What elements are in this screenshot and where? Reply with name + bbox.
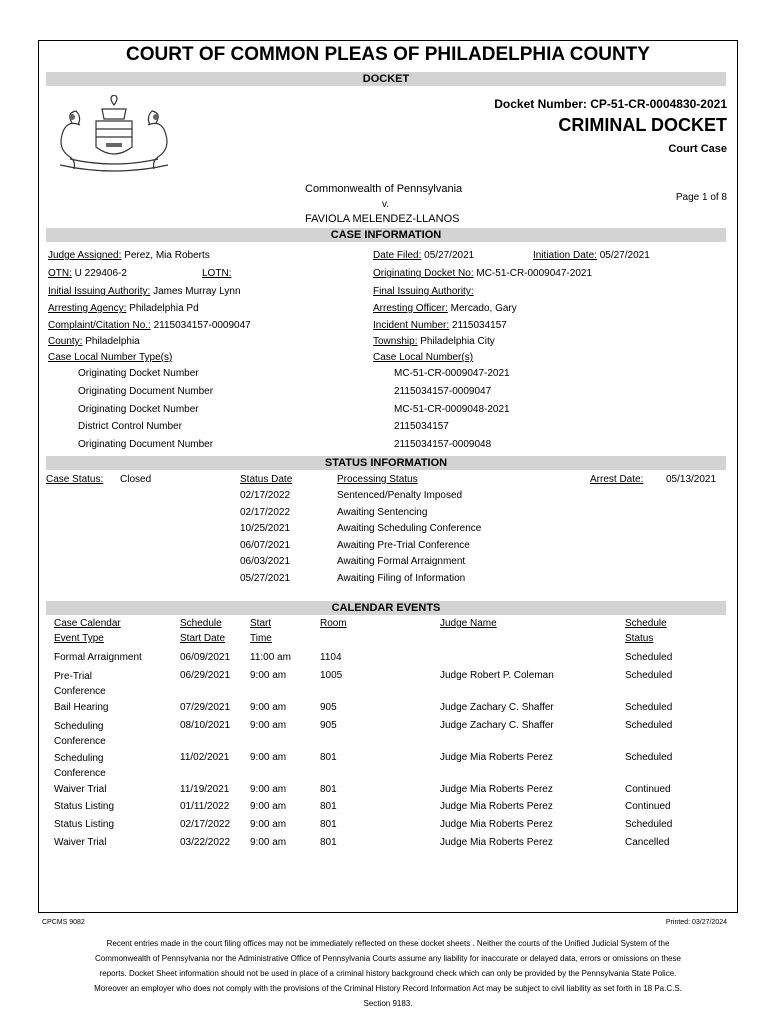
event-room: 905	[320, 720, 337, 731]
status-date: 02/17/2022	[240, 490, 291, 501]
county-value: Philadelphia	[85, 336, 140, 347]
initiation-date-value: 05/27/2021	[599, 250, 650, 261]
event-date: 08/10/2021	[180, 720, 231, 731]
processing-status: Awaiting Formal Arraignment	[337, 556, 466, 567]
event-room: 801	[320, 819, 337, 830]
otn-row	[48, 268, 127, 279]
judge-assigned-row	[48, 250, 210, 261]
local-type: District Control Number	[78, 421, 182, 432]
event-date: 01/11/2022	[180, 801, 230, 812]
event-type-cont: Conference	[54, 686, 106, 697]
arresting-agency-label: Arresting Agency:	[48, 303, 127, 314]
docket-number: Docket Number: CP-51-CR-0004830-2021	[494, 97, 727, 111]
event-type: Waiver Trial	[54, 837, 107, 848]
originating-docket-row	[373, 268, 592, 279]
local-type: Originating Docket Number	[78, 404, 199, 415]
case-status-label: Case Status:	[46, 474, 104, 485]
status-date: 10/25/2021	[240, 523, 291, 534]
local-type: Originating Document Number	[78, 439, 214, 450]
originating-docket-label: Originating Docket No:	[373, 268, 474, 279]
event-status: Scheduled	[625, 720, 673, 731]
initial-authority-label: Initial Issuing Authority:	[48, 286, 151, 297]
event-room: 1104	[320, 652, 342, 663]
incident-value: 2115034157	[451, 320, 507, 331]
status-date-header: Status Date	[240, 474, 293, 485]
local-number: 2115034157-0009048	[394, 439, 492, 450]
arresting-agency-row	[48, 303, 199, 314]
final-authority-label: Final Issuing Authority:	[373, 286, 474, 297]
event-room: 905	[320, 702, 337, 713]
event-type-header: Case Calendar	[54, 618, 121, 629]
court-title: COURT OF COMMON PLEAS OF PHILADELPHIA COUNTY	[126, 44, 650, 65]
lotn-label: LOTN:	[202, 268, 232, 279]
event-type: Status Listing	[54, 801, 115, 812]
event-time: 9:00 am	[250, 670, 287, 681]
status-date: 05/27/2021	[240, 573, 291, 584]
event-type-cont: Conference	[54, 736, 106, 747]
event-status: Continued	[625, 801, 671, 812]
county-label: County:	[48, 336, 83, 347]
event-type: Bail Hearing	[54, 702, 109, 713]
start-time-header: Start	[250, 618, 272, 629]
event-status: Scheduled	[625, 819, 673, 830]
docket-band: DOCKET	[46, 72, 726, 86]
arresting-agency-value: Philadelphia Pd	[129, 303, 199, 314]
arrest-date-label: Arrest Date:	[590, 474, 644, 485]
status-date: 02/17/2022	[240, 507, 291, 518]
event-type-header: Event Type	[54, 633, 104, 644]
county-row	[48, 336, 140, 347]
initiation-date-row	[533, 250, 650, 261]
event-judge: Judge Robert P. Coleman	[440, 670, 554, 681]
case-status-value: Closed	[120, 474, 152, 485]
date-filed-label: Date Filed:	[373, 250, 422, 261]
originating-docket-value: MC-51-CR-0009047-2021	[476, 268, 593, 279]
arrest-date-value: 05/13/2021	[666, 474, 717, 485]
event-status: Scheduled	[625, 670, 673, 681]
event-judge: Judge Mia Roberts Perez	[440, 801, 553, 812]
start-date-header: Schedule	[180, 618, 222, 629]
status-information-band: STATUS INFORMATION	[46, 456, 726, 470]
event-date: 11/19/2021	[180, 784, 230, 795]
event-time: 9:00 am	[250, 702, 287, 713]
complaint-label: Complaint/Citation No.:	[48, 320, 151, 331]
calendar-events-band: CALENDAR EVENTS	[46, 601, 726, 615]
event-room: 801	[320, 837, 337, 848]
room-header: Room	[320, 618, 347, 629]
arresting-officer-value: Mercado, Gary	[450, 303, 517, 314]
event-time: 9:00 am	[250, 801, 287, 812]
township-label: Township:	[373, 336, 418, 347]
complaint-row	[48, 320, 251, 331]
event-date: 06/09/2021	[180, 652, 231, 663]
versus-label: v.	[382, 199, 390, 210]
event-date: 02/17/2022	[180, 819, 231, 830]
event-time: 9:00 am	[250, 837, 287, 848]
event-status: Continued	[625, 784, 671, 795]
event-time: 9:00 am	[250, 752, 287, 763]
event-type: Scheduling	[54, 753, 104, 764]
event-status: Scheduled	[625, 752, 673, 763]
event-judge: Judge Mia Roberts Perez	[440, 819, 553, 830]
event-room: 801	[320, 784, 337, 795]
processing-status: Awaiting Scheduling Conference	[337, 523, 482, 534]
event-judge: Judge Zachary C. Shaffer	[440, 702, 554, 713]
otn-label: OTN:	[48, 268, 72, 279]
form-id: CPCMS 9082	[42, 919, 85, 926]
processing-status: Awaiting Pre-Trial Conference	[337, 540, 470, 551]
township-value: Philadelphia City	[420, 336, 495, 347]
local-type: Originating Docket Number	[78, 368, 199, 379]
local-types-label: Case Local Number Type(s)	[48, 352, 173, 363]
judge-value: Perez, Mia Roberts	[124, 250, 210, 261]
local-number: 2115034157	[394, 421, 449, 432]
initial-authority-value: James Murray Lynn	[153, 286, 241, 297]
date-filed-value: 05/27/2021	[424, 250, 475, 261]
event-date: 11/02/2021	[180, 752, 230, 763]
start-date-header: Start Date	[180, 633, 226, 644]
event-judge: Judge Mia Roberts Perez	[440, 752, 553, 763]
processing-status: Awaiting Filing of Information	[337, 573, 466, 584]
date-filed-row	[373, 250, 474, 261]
event-status: Cancelled	[625, 837, 670, 848]
event-room: 801	[320, 752, 337, 763]
status-date: 06/07/2021	[240, 540, 291, 551]
processing-status: Sentenced/Penalty Imposed	[337, 490, 463, 501]
docket-type: CRIMINAL DOCKET	[558, 115, 727, 135]
otn-value: U 229406-2	[74, 268, 127, 279]
processing-status-header: Processing Status	[337, 474, 418, 485]
event-time: 11:00 am	[250, 652, 291, 663]
event-judge: Judge Zachary C. Shaffer	[440, 720, 554, 731]
local-number: MC-51-CR-0009048-2021	[394, 404, 510, 415]
event-type: Formal Arraignment	[54, 652, 142, 663]
pennsylvania-seal-icon	[50, 95, 178, 175]
incident-row	[373, 320, 507, 331]
plaintiff-name: Commonwealth of Pennsylvania	[305, 183, 463, 195]
start-time-header: Time	[250, 633, 272, 644]
event-date: 03/22/2022	[180, 837, 231, 848]
status-date: 06/03/2021	[240, 556, 291, 567]
complaint-value: 2115034157-0009047	[153, 320, 251, 331]
schedule-status-header: Status	[625, 633, 654, 644]
local-number: MC-51-CR-0009047-2021	[394, 368, 510, 379]
local-number: 2115034157-0009047	[394, 386, 492, 397]
arresting-officer-label: Arresting Officer:	[373, 303, 448, 314]
township-row	[373, 336, 495, 347]
initial-authority-row	[48, 286, 241, 297]
event-status: Scheduled	[625, 652, 673, 663]
local-numbers-label: Case Local Number(s)	[373, 352, 474, 363]
event-type: Status Listing	[54, 819, 115, 830]
event-type-cont: Conference	[54, 768, 106, 779]
event-date: 06/29/2021	[180, 670, 231, 681]
event-time: 9:00 am	[250, 720, 287, 731]
event-type: Scheduling	[54, 721, 104, 732]
printed-date: Printed: 03/27/2024	[665, 919, 727, 926]
case-kind: Court Case	[668, 143, 727, 155]
event-room: 1005	[320, 670, 343, 681]
schedule-status-header: Schedule	[625, 618, 667, 629]
processing-status: Awaiting Sentencing	[337, 507, 428, 518]
defendant-name: FAVIOLA MELENDEZ-LLANOS	[305, 213, 460, 225]
disclaimer-text: Recent entries made in the court filing offices may not be immediately reflected on these docket sheets . Neither the courts of the Unified Judicial System of the Commonwealth of Pennsylvania nor the Administrative Office of Pennsylvania Courts assume any liability for inaccurate or delayed data, errors or omissions on these reports. Docket Sheet information should not be used in place of a criminal history background check which can only be provided by the Pennsylvania State Police. Moreover an employer who does not comply with the provisions of the Criminal History Record Information Act may be subject to civil liability as set forth in 18 Pa.C.S. Section 9183.	[94, 939, 682, 1008]
event-judge: Judge Mia Roberts Perez	[440, 837, 553, 848]
event-judge: Judge Mia Roberts Perez	[440, 784, 553, 795]
event-date: 07/29/2021	[180, 702, 231, 713]
initiation-date-label: Initiation Date:	[533, 250, 597, 261]
arresting-officer-row	[373, 303, 517, 314]
event-time: 9:00 am	[250, 784, 287, 795]
event-type: Waiver Trial	[54, 784, 107, 795]
page-number: Page 1 of 8	[675, 192, 727, 203]
incident-label: Incident Number:	[373, 320, 450, 331]
judge-label: Judge Assigned:	[48, 250, 122, 261]
local-type: Originating Document Number	[78, 386, 214, 397]
event-time: 9:00 am	[250, 819, 287, 830]
judge-name-header: Judge Name	[440, 618, 497, 629]
case-information-band: CASE INFORMATION	[46, 228, 726, 242]
event-room: 801	[320, 801, 337, 812]
event-type: Pre-Trial	[54, 671, 92, 682]
event-status: Scheduled	[625, 702, 673, 713]
